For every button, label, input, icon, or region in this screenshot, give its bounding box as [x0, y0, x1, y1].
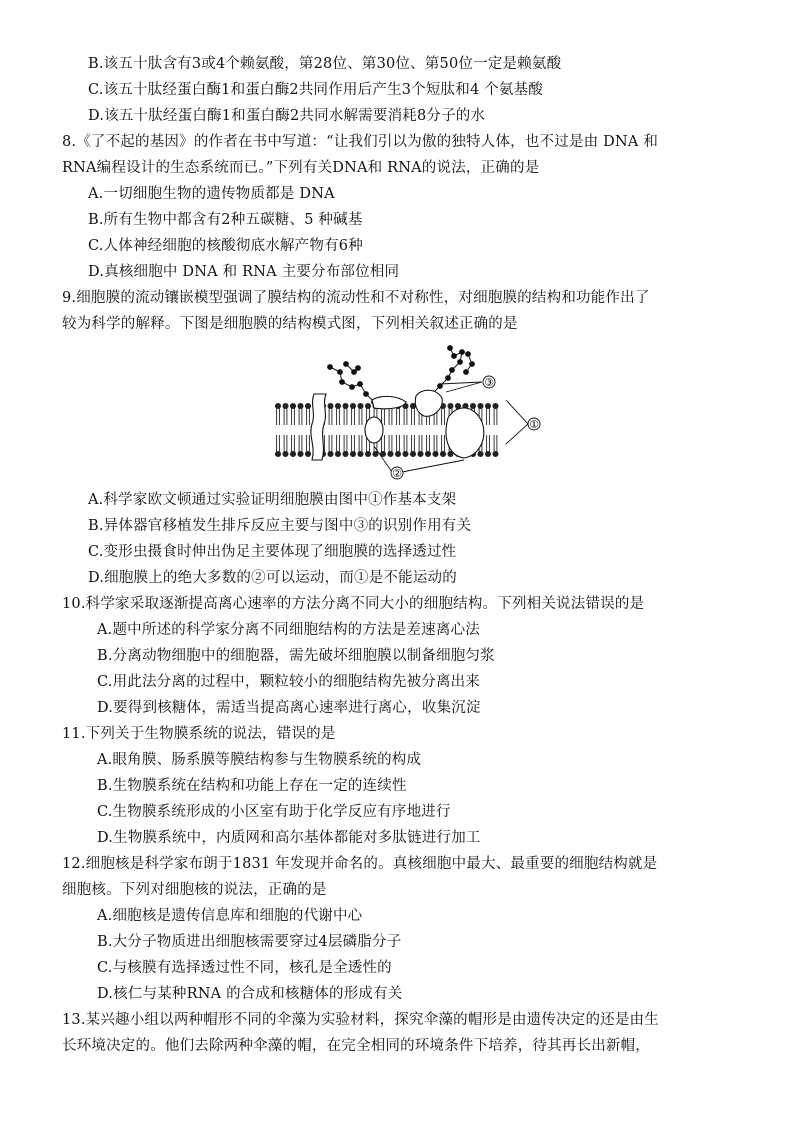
q8-option-a: A.一切细胞生物的遗传物质都是 DNA — [88, 186, 335, 202]
phospholipid-head — [440, 451, 445, 456]
q7-option-b: B.该五十肽含有3或4个赖氨酸，第28位、第30位、第50位一定是赖氨酸 — [88, 56, 562, 72]
q12-option-a: A.细胞核是遗传信息库和细胞的代谢中心 — [97, 908, 363, 924]
phospholipid-head — [328, 403, 333, 408]
phospholipid-head — [403, 451, 408, 456]
q13-stem-line2: 长环境决定的。他们去除两种伞藻的帽，在完全相同的环境条件下培养，待其再长出新帽， — [62, 1038, 650, 1054]
cell-membrane-diagram — [270, 342, 545, 484]
q8-option-c: C.人体神经细胞的核酸彻底水解产物有6种 — [88, 238, 363, 254]
q9-stem-line1: 9.细胞膜的流动镶嵌模型强调了膜结构的流动性和不对称性，对细胞膜的结构和功能作出了 — [62, 290, 650, 306]
figure-label-3: ③ — [484, 376, 494, 389]
glycolipid-chain-left — [328, 362, 380, 405]
phospholipid-head — [328, 451, 333, 456]
phospholipid-head — [388, 451, 393, 456]
phospholipid-head — [290, 451, 295, 456]
q10-option-d: D.要得到核糖体，需适当提高离心速率进行离心，收集沉淀 — [97, 700, 481, 716]
q10-option-b: B.分离动物细胞中的细胞器，需先破坏细胞膜以制备细胞匀浆 — [97, 648, 495, 664]
q12-stem-line2: 细胞核。下列对细胞核的说法，正确的是 — [62, 882, 327, 898]
phospholipid-head — [478, 403, 483, 408]
q7-option-c: C.该五十肽经蛋白酶1和蛋白酶2共同作用后产生3个短肽和4 个氨基酸 — [88, 82, 543, 98]
phospholipid-head — [485, 403, 490, 408]
phospholipid-head — [448, 403, 453, 408]
phospholipid-head — [358, 403, 363, 408]
phospholipid-head — [365, 451, 370, 456]
phospholipid-head — [395, 451, 400, 456]
phospholipid-head — [275, 451, 280, 456]
phospholipid-head — [365, 403, 370, 408]
phospholipid-head — [283, 403, 288, 408]
q11-option-b: B.生物膜系统在结构和功能上存在一定的连续性 — [97, 778, 407, 794]
phospholipid-head — [485, 451, 490, 456]
q8-stem-line2: RNA编程设计的生态系统而已。”下列有关DNA和 RNA的说法，正确的是 — [62, 160, 540, 176]
q9-option-c: C.变形虫摄食时伸出伪足主要体现了细胞膜的选择透过性 — [88, 544, 457, 560]
figure-label-2: ② — [392, 467, 402, 480]
q10-option-c: C.用此法分离的过程中，颗粒较小的细胞结构先被分离出来 — [97, 674, 481, 690]
q7-option-d: D.该五十肽经蛋白酶1和蛋白酶2共同水解需要消耗8分子的水 — [88, 108, 486, 124]
q11-option-a: A.眼角膜、肠系膜等膜结构参与生物膜系统的构成 — [97, 752, 422, 768]
q13-stem-line1: 13.某兴趣小组以两种帽形不同的伞藻为实验材料，探究伞藻的帽形是由遗传决定的还是由生 — [62, 1012, 659, 1028]
q8-option-b: B.所有生物中都含有2种五碳糖、5 种碱基 — [88, 212, 363, 228]
phospholipid-head — [335, 403, 340, 408]
phospholipid-head — [283, 451, 288, 456]
phospholipid-head — [373, 451, 378, 456]
phospholipid-head — [343, 451, 348, 456]
q10-option-a: A.题中所述的科学家分离不同细胞结构的方法是差速离心法 — [97, 622, 480, 638]
phospholipid-head — [305, 403, 310, 408]
glycoprotein-chain-right — [434, 346, 474, 392]
phospholipid-head — [493, 403, 498, 408]
phospholipid-head — [350, 451, 355, 456]
phospholipid-head — [470, 403, 475, 408]
phospholipid-head — [343, 403, 348, 408]
q11-stem: 11.下列关于生物膜系统的说法，错误的是 — [62, 726, 336, 742]
q11-option-d: D.生物膜系统中，内质网和高尔基体都能对多肽链进行加工 — [97, 830, 481, 846]
q12-option-d: D.核仁与某种RNA 的合成和核糖体的形成有关 — [97, 986, 403, 1002]
q8-stem-line1: 8.《了不起的基因》的作者在书中写道：“让我们引以为傲的独特人体，也不过是由 DNA 和 — [62, 134, 659, 150]
phospholipid-head — [298, 403, 303, 408]
phospholipid-head — [358, 451, 363, 456]
phospholipid-head — [493, 451, 498, 456]
phospholipid-head — [410, 451, 415, 456]
phospholipid-head — [275, 403, 280, 408]
phospholipid-head — [425, 451, 430, 456]
q9-option-d: D.细胞膜上的绝大多数的②可以运动，而①是不能运动的 — [88, 570, 457, 586]
q9-stem-line2: 较为科学的解释。下图是细胞膜的结构模式图，下列相关叙述正确的是 — [62, 316, 518, 332]
q12-option-c: C.与核膜有选择透过性不同，核孔是全透性的 — [97, 960, 392, 976]
q12-stem-line1: 12.细胞核是科学家布朗于1831 年发现并命名的。真核细胞中最大、最重要的细胞结构就是 — [62, 856, 658, 872]
phospholipid-head — [290, 403, 295, 408]
phospholipid-head — [305, 451, 310, 456]
figure-label-1: ① — [529, 418, 539, 431]
phospholipid-head — [350, 403, 355, 408]
q11-option-c: C.生物膜系统形成的小区室有助于化学反应有序地进行 — [97, 804, 451, 820]
q8-option-d: D.真核细胞中 DNA 和 RNA 主要分布部位相同 — [88, 264, 400, 280]
q9-option-a: A.科学家欧文顿通过实验证明细胞膜由图中①作基本支架 — [88, 492, 457, 508]
phospholipid-head — [418, 451, 423, 456]
q10-stem: 10.科学家采取逐渐提高离心速率的方法分离不同大小的细胞结构。下列相关说法错误的是 — [62, 596, 645, 612]
phospholipid-head — [298, 451, 303, 456]
phospholipid-head — [335, 451, 340, 456]
q9-option-b: B.异体器官移植发生排斥反应主要与图中③的识别作用有关 — [88, 518, 472, 534]
phospholipid-head — [410, 403, 415, 408]
phospholipid-head — [478, 451, 483, 456]
phospholipid-head — [433, 451, 438, 456]
q12-option-b: B.大分子物质进出细胞核需要穿过4层磷脂分子 — [97, 934, 402, 950]
